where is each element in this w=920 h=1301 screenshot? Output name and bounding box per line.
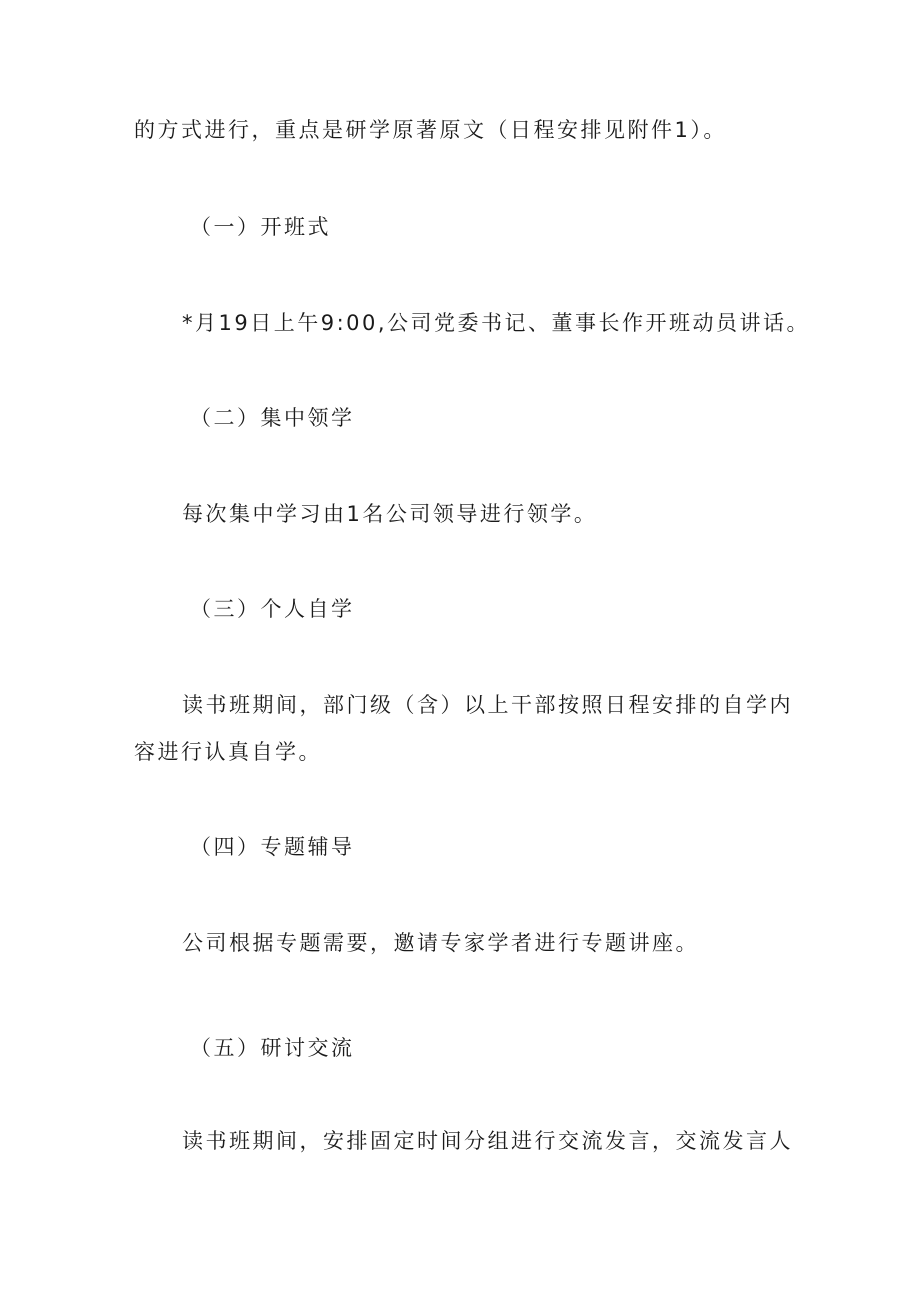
section-heading-self-study: （三）个人自学 <box>190 597 355 621</box>
paragraph-self-study-line-2: 容进行认真自学。 <box>134 740 322 764</box>
section-heading-leading-study: （二）集中领学 <box>190 406 355 430</box>
paragraph-leading-study: 每次集中学习由1名公司领导进行领学。 <box>182 502 598 526</box>
section-heading-special-guidance: （四）专题辅导 <box>190 835 355 859</box>
paragraph-self-study-line-1: 读书班期间，部门级（含）以上干部按照日程安排的自学内 <box>182 693 793 717</box>
section-heading-discussion: （五）研讨交流 <box>190 1036 355 1060</box>
section-heading-opening: （一）开班式 <box>190 215 331 239</box>
paragraph-continuation: 的方式进行，重点是研学原著原文（日程安排见附件1）。 <box>134 118 727 142</box>
paragraph-opening: *月19日上午9:00,公司党委书记、董事长作开班动员讲话。 <box>182 311 811 335</box>
paragraph-special-guidance: 公司根据专题需要，邀请专家学者进行专题讲座。 <box>182 931 699 955</box>
paragraph-discussion: 读书班期间，安排固定时间分组进行交流发言，交流发言人 <box>182 1129 793 1153</box>
